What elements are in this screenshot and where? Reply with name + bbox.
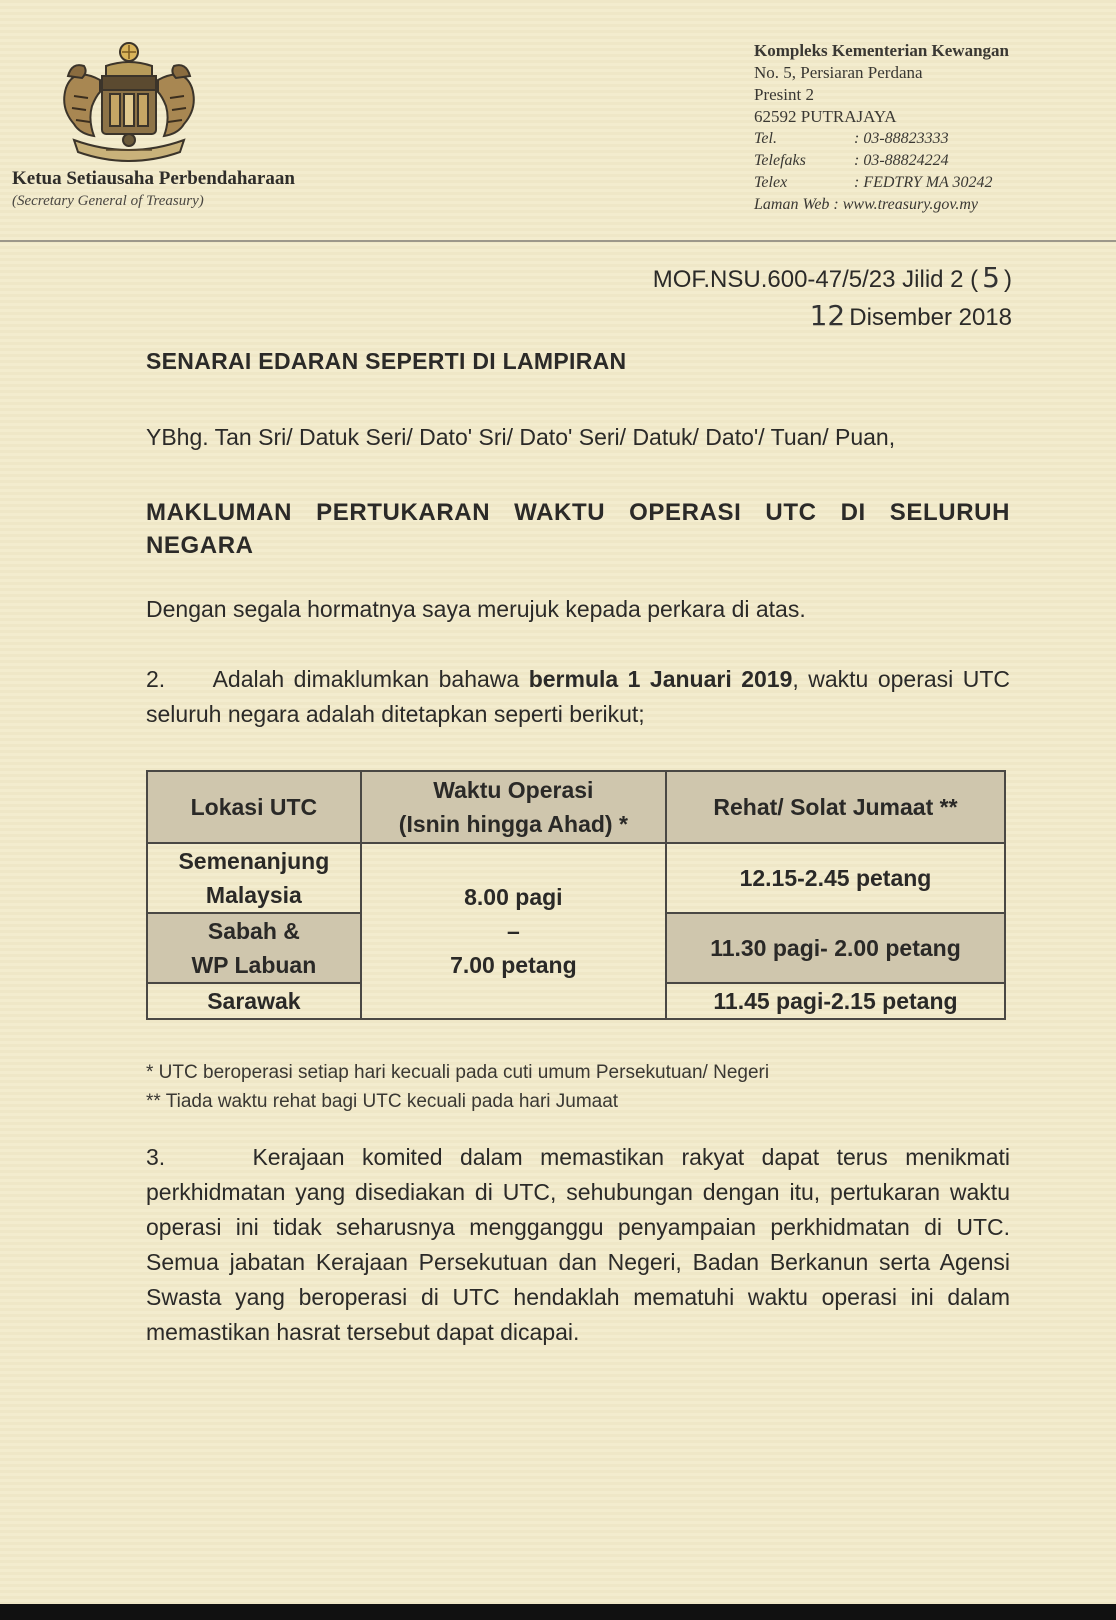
date-handwritten-day: 12: [809, 299, 846, 332]
address-line: No. 5, Persiaran Perdana: [754, 63, 923, 82]
table-notes: [146, 1058, 769, 1116]
location-line: Sabah &: [207, 918, 300, 944]
hours-end: 7.00 petang: [450, 952, 577, 978]
location-line: Semenanjung: [178, 848, 330, 874]
address-block: [754, 40, 1009, 216]
address-line: 62592 PUTRAJAYA: [754, 107, 897, 126]
location-sabah: [147, 913, 361, 983]
contact-telex: [754, 172, 1009, 194]
paragraph-number: 2.: [146, 666, 166, 692]
table-header-row: [147, 771, 1005, 843]
operating-hours-cell: [361, 843, 666, 1019]
break-peninsular: 12.15-2.45 petang: [666, 843, 1005, 913]
address-org: Kompleks Kementerian Kewangan: [754, 41, 1009, 60]
location-line: Malaysia: [205, 882, 302, 908]
salutation: YBhg. Tan Sri/ Datuk Seri/ Dato' Sri/ Dato' Seri/ Datuk/ Dato'/ Tuan/ Puan,: [146, 424, 896, 450]
ref-prefix: MOF.NSU.600-47/5/23 Jilid 2 (: [652, 266, 979, 293]
location-line: WP Labuan: [191, 952, 317, 978]
contact-label: Telefaks: [754, 152, 806, 169]
agency-subtitle: (Secretary General of Treasury): [12, 193, 204, 209]
contact-value: : FEDTRY MA 30242: [854, 174, 993, 191]
contact-label: Tel.: [754, 130, 777, 147]
header-hours: [361, 771, 666, 843]
distribution-title: SENARAI EDARAN SEPERTI DI LAMPIRAN: [146, 348, 627, 374]
contact-value: : 03-88823333: [854, 130, 949, 147]
para2-text-b: , waktu operasi UTC seluruh negara adalah ditetapkan seperti berikut;: [146, 666, 1010, 727]
header-break: Rehat/ Solat Jumaat **: [666, 771, 1005, 843]
location-peninsular: [147, 843, 361, 913]
paragraph-2: [146, 662, 1010, 732]
contact-label: Telex: [754, 174, 788, 191]
para3-text: Kerajaan komited dalam memastikan rakyat dapat terus menikmati perkhidmatan yang disediakan di UTC, sehubungan dengan itu, pertukaran waktu operasi ini tidak seharusnya mengganggu penyampaian perkhidmatan di UTC. Semua jabatan Kerajaan Persekutuan dan Negeri, Badan Berkanun serta Agensi Swasta yang beroperasi di UTC hendaklah mematuhi waktu operasi ini dalam memastikan hasrat tersebut dapat dicapai.: [146, 1144, 1010, 1345]
header-hours-line2: (Isnin hingga Ahad) *: [398, 811, 628, 837]
reference-number: [653, 260, 1012, 298]
hours-start: 8.00 pagi: [464, 884, 563, 910]
table-row: [147, 843, 1005, 913]
location-sarawak: Sarawak: [147, 983, 361, 1019]
date-rest: Disember 2018: [849, 304, 1012, 331]
break-sarawak: 11.45 pagi-2.15 petang: [666, 983, 1005, 1019]
screen-bottom-bar: [0, 1604, 1116, 1620]
paragraph-1: Dengan segala hormatnya saya merujuk kepada perkara di atas.: [146, 596, 806, 622]
letter-date: [653, 298, 1012, 336]
note-1: * UTC beroperasi setiap hari kecuali pada cuti umum Persekutuan/ Negeri: [146, 1062, 770, 1083]
ref-suffix: ): [1004, 266, 1012, 293]
para2-bold: bermula 1 Januari 2019: [528, 666, 793, 692]
coat-of-arms-icon: [44, 36, 214, 166]
reference-block: [653, 260, 1012, 336]
address-line: Presint 2: [754, 85, 814, 104]
header-divider: [0, 240, 1116, 242]
operating-hours-table: [146, 770, 1006, 1020]
para2-text-a: Adalah dimaklumkan bahawa: [212, 666, 520, 692]
break-sabah: 11.30 pagi- 2.00 petang: [666, 913, 1005, 983]
hours-dash: –: [506, 918, 520, 944]
paragraph-3: [146, 1140, 1010, 1350]
agency-block: [12, 168, 295, 210]
paragraph-number: 3.: [146, 1144, 166, 1170]
contact-tel: [754, 128, 1009, 150]
header-hours-line1: Waktu Operasi: [433, 777, 594, 803]
subject-heading: MAKLUMAN PERTUKARAN WAKTU OPERASI UTC DI SELURUH NEGARA: [146, 499, 1010, 559]
contact-fax: [754, 150, 1009, 172]
header-location: Lokasi UTC: [147, 771, 361, 843]
contact-web: Laman Web : www.treasury.gov.my: [754, 196, 978, 213]
contact-value: : 03-88824224: [854, 152, 949, 169]
note-2: ** Tiada waktu rehat bagi UTC kecuali pada hari Jumaat: [146, 1091, 619, 1112]
ref-handwritten: 5: [982, 261, 1000, 294]
agency-name: Ketua Setiausaha Perbendaharaan: [12, 168, 295, 189]
